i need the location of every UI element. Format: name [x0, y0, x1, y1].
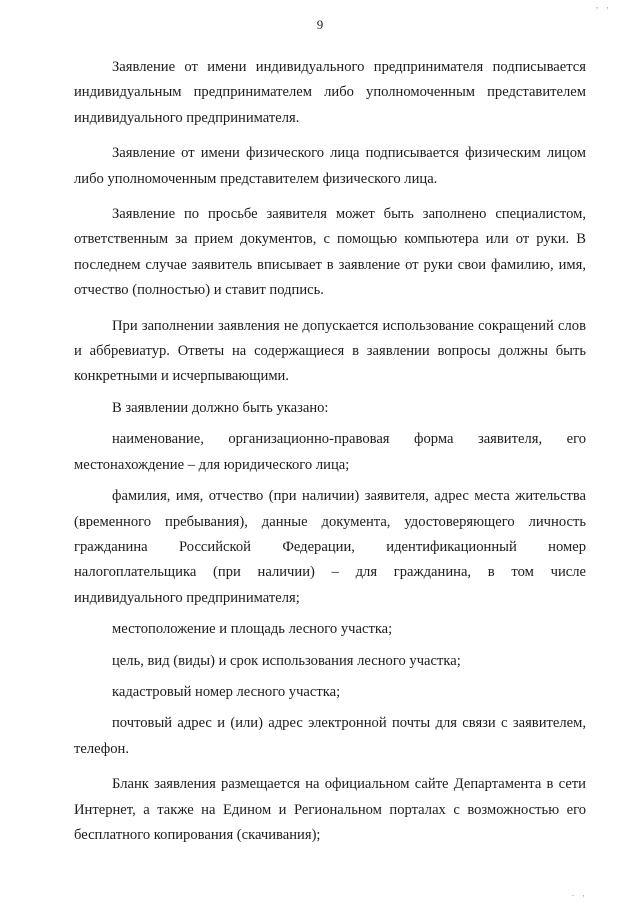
list-item-location-area: местоположение и площадь лесного участка; — [112, 621, 393, 638]
paragraph-must-indicate: В заявлении должно быть указано: — [112, 399, 329, 416]
scan-artifact: , , — [596, 0, 612, 10]
paragraph-no-abbreviations: При заполнении заявления не допускается использование сокращений слов и аббревиатур. Ответы на содержащиеся в заявлении вопросы должны быть конкретными и исчерпывающими. — [74, 317, 586, 385]
page-number: 9 — [316, 17, 324, 32]
scan-artifact: . , — [572, 888, 588, 898]
paragraph-ip-signature: Заявление от имени индивидуального предпринимателя подписывается индивидуальным предпринимателем либо уполномоченным представителем индивидуального предпринимателя. — [74, 59, 586, 126]
list-item-contacts: почтовый адрес и (или) адрес электронной почты для связи с заявителем, телефон. — [74, 715, 586, 757]
paragraph-filled-by-specialist: Заявление по просьбе заявителя может быть заполнено специалистом, ответственным за прием документов, с помощью компьютера или от руки. В последнем случае заявитель вписывает в заявление от руки свои фамилию, имя, отчество (полностью) и ставит подпись. — [74, 206, 586, 299]
document-body — [74, 55, 586, 848]
list-item-legal-entity: наименование, организационно-правовая форма заявителя, его местонахождение – для юридического лица; — [74, 431, 586, 473]
paragraph-individual-signature: Заявление от имени физического лица подписывается физическим лицом либо уполномоченным представителем физического лица. — [74, 145, 586, 187]
list-item-purpose: цель, вид (виды) и срок использования лесного участка; — [112, 652, 461, 669]
list-item-citizen: фамилия, имя, отчество (при наличии) заявителя, адрес места жительства (временного пребывания), данные документа, удостоверяющего личность гражданина Российской Федерации, идентификационный номер налогоплательщика (при наличии) – для гражданина, в том числе индивидуального предпринимателя; — [74, 488, 586, 606]
paragraph-form-availability: Бланк заявления размещается на официальном сайте Департамента в сети Интернет, а также на Едином и Региональном порталах с возможностью его бесплатного копирования (скачивания); — [74, 776, 586, 843]
list-item-cadastral: кадастровый номер лесного участка; — [112, 683, 341, 700]
